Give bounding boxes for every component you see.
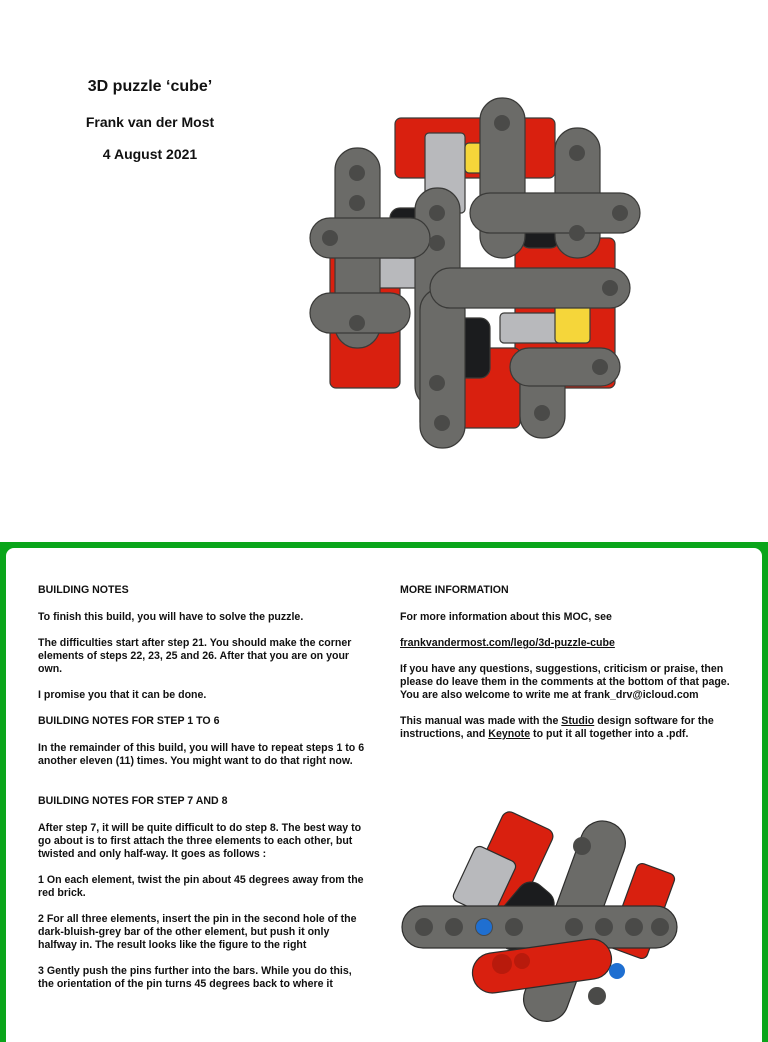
more-info-p1: For more information about this MOC, see (400, 611, 612, 623)
notes-panel (0, 542, 768, 1042)
grey-beam-h3 (430, 268, 630, 308)
moc-link[interactable]: frankvandermost.com/lego/3d-puzzle-cube (400, 637, 615, 649)
notes-7-8-heading: BUILDING NOTES FOR STEP 7 AND 8 (38, 795, 228, 807)
notes-7-8-p2: 1 On each element, twist the pin about 45 degrees away from the red brick. (38, 874, 364, 899)
more-info-p2: If you have any questions, suggestions, criticism or praise, then please do leave them in the comments at the bottom of that page. You are also welcome to write me at frank_drv@icloud.com (400, 663, 730, 701)
building-notes-p3: I promise you that it can be done. (38, 689, 207, 701)
keynote-link[interactable]: Keynote (488, 728, 531, 740)
yellow-axle-3 (555, 303, 590, 343)
lego-three-elements-render (392, 796, 692, 1036)
notes-1-6-p1: In the remainder of this build, you will have to repeat steps 1 to 6 another eleven (11) times. You might want to do that right now. (38, 742, 365, 767)
notes-7-8-p4: 3 Gently push the pins further into the bars. While you do this, the orientation of the pin turns 45 degrees back to where it (38, 965, 352, 990)
title-block (40, 78, 260, 162)
document-date: 4 August 2021 (102, 146, 198, 162)
lego-puzzle-cube-render (300, 88, 650, 458)
studio-link[interactable]: Studio (561, 715, 595, 727)
left-column (38, 584, 368, 1004)
author-name: Frank van der Most (85, 114, 215, 130)
more-info-heading: MORE INFORMATION (400, 584, 509, 596)
notes-1-6-heading: BUILDING NOTES FOR STEP 1 TO 6 (38, 715, 220, 727)
building-notes-p2: The difficulties start after step 21. You should make the corner elements of steps 22, 23, 25 and 26. After that you are on your own. (38, 637, 352, 675)
more-info-p3: This manual was made with the Studio design software for the instructions, and Keynote to put it all together into a .pdf. (400, 715, 714, 740)
building-notes-heading: BUILDING NOTES (38, 584, 129, 596)
document-title: 3D puzzle ‘cube’ (87, 78, 213, 95)
building-notes-p1: To finish this build, you will have to solve the puzzle. (38, 611, 304, 623)
notes-7-8-p1: After step 7, it will be quite difficult to do step 8. The best way to go about is to first attach the three elements to each other, but twisted and only half-way. It goes as follows : (38, 822, 362, 860)
notes-panel-content (6, 548, 762, 1042)
right-column (400, 584, 730, 754)
notes-7-8-p3: 2 For all three elements, insert the pin in the second hole of the dark-bluish-grey bar of the other element, but push it only halfway in. The result looks like the figure to the right (38, 913, 357, 951)
